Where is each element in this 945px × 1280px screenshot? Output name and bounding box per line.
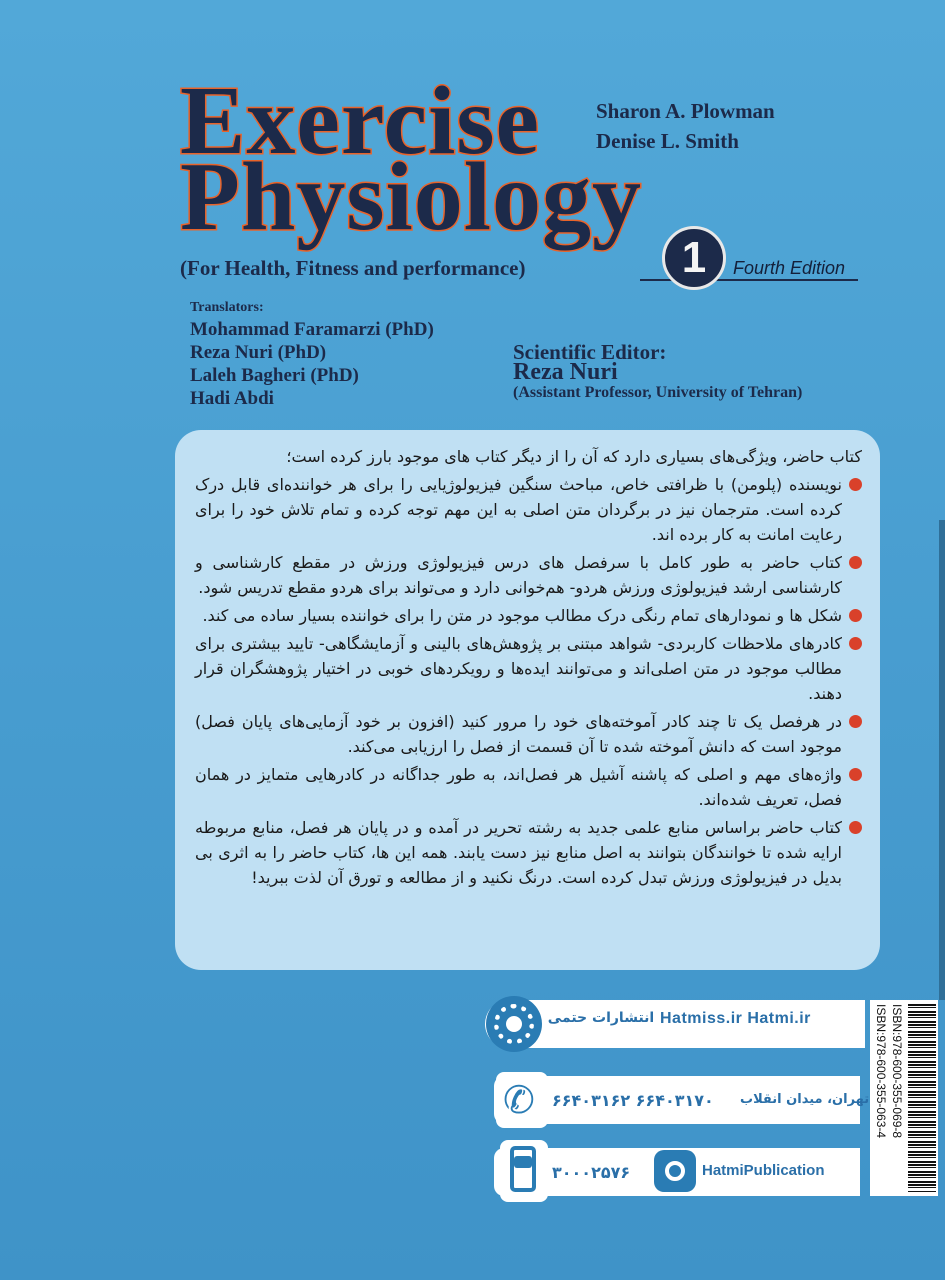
editor-affiliation: (Assistant Professor, University of Tehran) [513, 384, 803, 401]
feature-text: در هرفصل یک تا چند کادر آموخته‌های خود را مرور کنید (افزون بر خود آزمایی‌های پایان فصل) موجود است که دانش آموخته شده تا آن قسمت از فصل را ارزیابی می‌کند. [195, 712, 842, 756]
bullet-icon [849, 478, 862, 491]
edition-label: Fourth Edition [733, 258, 846, 278]
author-2: Denise L. Smith [596, 129, 739, 153]
volume-number: 1 [681, 233, 707, 282]
editor-label: Scientific Editor: [513, 340, 667, 364]
bullet-icon [849, 637, 862, 650]
publisher-address: تهران، میدان انقلاب [740, 1092, 870, 1107]
feature-text: شکل ها و نمودارهای تمام رنگی درک مطالب موجود در متن را برای خواننده بسیار ساده می کند. [202, 606, 842, 625]
feature-item [195, 472, 862, 547]
barcode-bars [908, 1004, 936, 1192]
translator-2: Reza Nuri (PhD) [190, 342, 327, 363]
instagram-handle[interactable]: HatmiPublication [702, 1162, 825, 1179]
author-1: Sharon A. Plowman [596, 99, 775, 123]
telephone-icon: ✆ [503, 1078, 535, 1122]
feature-item [195, 762, 862, 812]
feature-item [195, 709, 862, 759]
bullet-icon [849, 556, 862, 569]
title-line-1: Exercise [180, 67, 540, 175]
subtitle: (For Health, Fitness and performance) [180, 256, 526, 280]
isbn-line-2: ISBN:978-600-355-069-8 [890, 1004, 904, 1139]
feature-item [195, 631, 862, 706]
translators-label: Translators: [190, 300, 264, 315]
feature-item [195, 603, 862, 628]
description-intro: کتاب حاضر، ویژگی‌های بسیاری دارد که آن را از دیگر کتاب های موجود بارز کرده است؛ [286, 447, 862, 466]
sms-bubble-icon [514, 1156, 532, 1168]
cover-edge [939, 520, 945, 1000]
description-panel [175, 430, 880, 970]
translator-4: Hadi Abdi [190, 388, 274, 409]
phone-numbers: ۶۶۴۰۳۱۶۲ ۶۶۴۰۳۱۷۰ [552, 1091, 714, 1110]
feature-text: نویسنده (پلومن) با ظرافتی خاص، مباحث سنگین فیزیولوژیایی را برای هر خواننده‌ای قابل درک کرده است. مترجمان نیز در برگردان متن اصلی به این مهم توجه کرده و تمام تلاش خود را برای رعایت امانت به کار برده اند. [195, 475, 842, 544]
translator-3: Laleh Bagheri (PhD) [190, 365, 359, 386]
sms-number: ۳۰۰۰۲۵۷۶ [552, 1163, 631, 1182]
feature-text: کتاب حاضر به طور کامل با سرفصل های درس فیزیولوژی ورزش در مقطع کارشناسی و کارشناسی ارشد فیزیولوژی ورزش هردو- هم‌خوانی دارد و می‌تواند برای هردو مقطع تدریس شود. [195, 553, 842, 597]
mobile-sms-icon [510, 1146, 536, 1192]
feature-text: واژه‌های مهم و اصلی که پاشنه آشیل هر فصل‌اند، به طور جداگانه در کادرهایی متمایز در همان فصل، تعریف شده‌اند. [195, 765, 842, 809]
feature-text: کادرهای ملاحظات کاربردی- شواهد مبتنی بر پژوهش‌های بالینی و آزمایشگاهی- تایید بیشتری برای مطالب موجود در متن اصلی‌اند و می‌توانند ایده‌ها و رویکردهای خوبی در اختیار پژوهشگران قرار دهند. [195, 634, 842, 703]
isbn-line-1: ISBN:978-600-355-063-4 [874, 1004, 888, 1139]
publisher-websites[interactable]: Hatmiss.ir Hatmi.ir [660, 1010, 811, 1027]
bullet-icon [849, 821, 862, 834]
feature-text: کتاب حاضر براساس منابع علمی جدید به رشته تحریر در آمده و در پایان هر فصل، منابع مربوطه ارایه شده تا خوانندگان بتوانند به اصل منابع نیز دست یابند. همه این ها، کتاب حاضر را به اثری بی بدیل در فیزیولوژی ورزش تبدل کرده است. درنگ نکنید و از مطالعه و تورق آن لذت ببرید! [195, 818, 842, 887]
editor-name: Reza Nuri [513, 359, 618, 385]
logo-core [506, 1016, 522, 1032]
authors [596, 96, 775, 156]
publisher-name: انتشارات حتمی [547, 1010, 655, 1026]
feature-item [195, 550, 862, 600]
bullet-icon [849, 715, 862, 728]
bullet-icon [849, 768, 862, 781]
instagram-lens [665, 1161, 685, 1181]
feature-item [195, 815, 862, 890]
translator-1: Mohammad Faramarzi (PhD) [190, 319, 434, 340]
translators-list [190, 318, 434, 410]
title-line-2: Physiology [180, 143, 642, 251]
bullet-icon [849, 609, 862, 622]
